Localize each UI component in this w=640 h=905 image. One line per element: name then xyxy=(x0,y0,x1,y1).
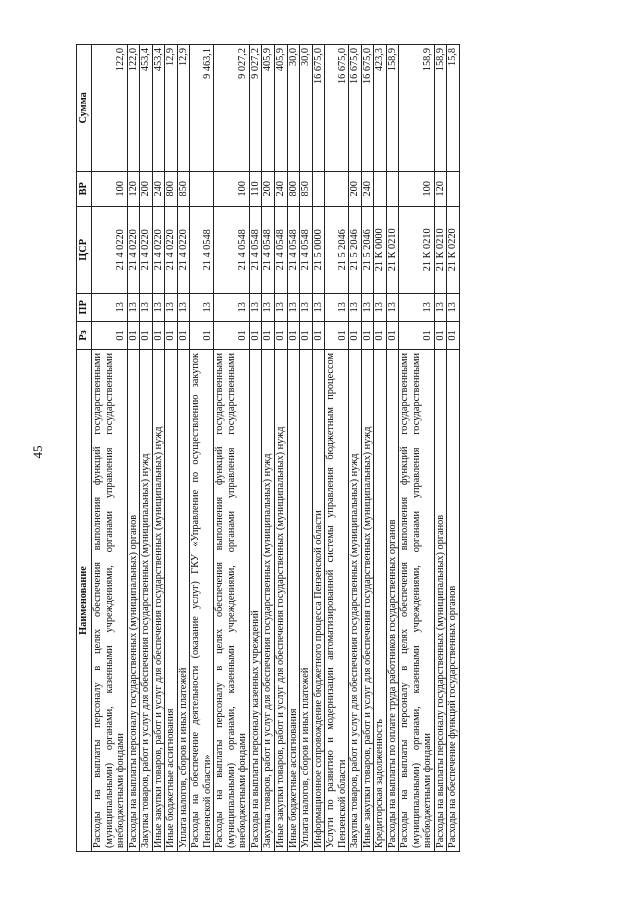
table-row xyxy=(300,45,313,852)
table-row xyxy=(434,45,447,852)
header-pr: ПР xyxy=(77,293,92,321)
table-row xyxy=(312,45,325,852)
cell-sum: 122,0 xyxy=(92,45,128,172)
cell-csr: 21 4 0548 xyxy=(287,206,300,293)
table-row xyxy=(165,45,178,852)
cell-name: Информационное сопровождение бюджетного процесса Пензенской области xyxy=(312,349,325,851)
cell-sum: 158,9 xyxy=(434,45,447,172)
cell-pr: 13 xyxy=(312,293,325,321)
cell-pr: 13 xyxy=(165,293,178,321)
cell-rz: 01 xyxy=(127,321,140,349)
cell-pr: 13 xyxy=(300,293,313,321)
cell-name: Расходы на выплаты персоналу казенных учреждений xyxy=(249,349,262,851)
cell-vr: 240 xyxy=(152,171,165,206)
cell-rz: 01 xyxy=(312,321,325,349)
cell-rz: 01 xyxy=(300,321,313,349)
cell-csr: 21 5 2046 xyxy=(325,206,349,293)
cell-rz: 01 xyxy=(262,321,275,349)
table-row xyxy=(190,45,214,852)
cell-sum: 405,9 xyxy=(274,45,287,172)
cell-name: Иные бюджетные ассигнования xyxy=(165,349,178,851)
cell-vr xyxy=(190,171,214,206)
cell-sum: 158,9 xyxy=(386,45,399,172)
cell-sum: 122,0 xyxy=(127,45,140,172)
table-row xyxy=(287,45,300,852)
header-vr: ВР xyxy=(77,171,92,206)
table-row xyxy=(140,45,153,852)
cell-vr xyxy=(386,171,399,206)
cell-name: Кредиторская задолженность xyxy=(374,349,387,851)
cell-vr: 100 xyxy=(92,171,128,206)
cell-name: Расходы на выплаты персоналу государственных (муниципальных) органов xyxy=(434,349,447,851)
cell-pr: 13 xyxy=(249,293,262,321)
cell-name: Расходы на выплаты персоналу государственных (муниципальных) органов xyxy=(127,349,140,851)
cell-csr: 21 4 0220 xyxy=(165,206,178,293)
cell-rz: 01 xyxy=(274,321,287,349)
cell-sum: 9 027,2 xyxy=(214,45,250,172)
cell-csr: 21 5 2046 xyxy=(361,206,374,293)
cell-csr: 21 К 0220 xyxy=(447,206,460,293)
cell-csr: 21 К 0210 xyxy=(434,206,447,293)
cell-rz: 01 xyxy=(287,321,300,349)
cell-rz: 01 xyxy=(434,321,447,349)
cell-csr: 21 4 0548 xyxy=(262,206,275,293)
table-row xyxy=(249,45,262,852)
cell-sum: 16 675,0 xyxy=(312,45,325,172)
cell-sum: 453,4 xyxy=(140,45,153,172)
cell-rz: 01 xyxy=(140,321,153,349)
cell-name: Иные закупки товаров, работ и услуг для обеспечения государственных (муниципальных) нужд xyxy=(152,349,165,851)
cell-pr: 13 xyxy=(190,293,214,321)
cell-rz: 01 xyxy=(190,321,214,349)
cell-sum: 15,8 xyxy=(447,45,460,172)
cell-pr: 13 xyxy=(325,293,349,321)
cell-rz: 01 xyxy=(399,321,435,349)
cell-vr: 200 xyxy=(262,171,275,206)
header-name: Наименование xyxy=(77,349,92,851)
cell-rz: 01 xyxy=(165,321,178,349)
cell-vr: 800 xyxy=(287,171,300,206)
cell-rz: 01 xyxy=(214,321,250,349)
cell-vr: 800 xyxy=(165,171,178,206)
cell-vr: 240 xyxy=(361,171,374,206)
cell-rz: 01 xyxy=(92,321,128,349)
cell-pr: 13 xyxy=(386,293,399,321)
cell-name: Закупка товаров, работ и услуг для обеспечения государственных (муниципальных) нужд xyxy=(349,349,362,851)
cell-name: Уплата налогов, сборов и иных платежей xyxy=(177,349,190,851)
cell-vr: 100 xyxy=(399,171,435,206)
cell-sum: 423,3 xyxy=(374,45,387,172)
table-row xyxy=(374,45,387,852)
cell-vr xyxy=(447,171,460,206)
cell-pr: 13 xyxy=(434,293,447,321)
cell-pr: 13 xyxy=(92,293,128,321)
cell-vr: 200 xyxy=(140,171,153,206)
table-row xyxy=(262,45,275,852)
table-row xyxy=(361,45,374,852)
cell-pr: 13 xyxy=(177,293,190,321)
cell-sum: 16 675,0 xyxy=(361,45,374,172)
cell-vr: 110 xyxy=(249,171,262,206)
table-row xyxy=(274,45,287,852)
cell-vr: 100 xyxy=(214,171,250,206)
cell-csr: 21 4 0548 xyxy=(214,206,250,293)
cell-vr: 120 xyxy=(127,171,140,206)
cell-rz: 01 xyxy=(177,321,190,349)
cell-pr: 13 xyxy=(287,293,300,321)
table-header-row xyxy=(77,45,92,852)
page-number: 45 xyxy=(30,445,45,459)
cell-name: Расходы на выплаты персоналу в целях обеспечения выполнения функций государственными (муниципальными) органами, казенными учреждениями, органами управления государственными внебюджетными фондами xyxy=(399,349,435,851)
cell-name: Иные бюджетные ассигнования xyxy=(287,349,300,851)
cell-sum: 9 463,1 xyxy=(190,45,214,172)
cell-sum: 9 027,2 xyxy=(249,45,262,172)
cell-rz: 01 xyxy=(349,321,362,349)
cell-pr: 13 xyxy=(152,293,165,321)
cell-rz: 01 xyxy=(447,321,460,349)
cell-csr: 21 4 0220 xyxy=(92,206,128,293)
cell-csr: 21 4 0220 xyxy=(152,206,165,293)
cell-csr: 21 4 0548 xyxy=(300,206,313,293)
cell-csr: 21 4 0220 xyxy=(127,206,140,293)
table-row xyxy=(447,45,460,852)
cell-rz: 01 xyxy=(361,321,374,349)
cell-rz: 01 xyxy=(249,321,262,349)
header-sum: Сумма xyxy=(77,45,92,172)
cell-pr: 13 xyxy=(447,293,460,321)
cell-sum: 30,0 xyxy=(287,45,300,172)
cell-rz: 01 xyxy=(386,321,399,349)
cell-vr: 200 xyxy=(349,171,362,206)
budget-table xyxy=(76,44,460,852)
cell-csr: 21 К 0000 xyxy=(374,206,387,293)
cell-pr: 13 xyxy=(399,293,435,321)
cell-csr: 21 4 0220 xyxy=(140,206,153,293)
cell-pr: 13 xyxy=(262,293,275,321)
cell-csr: 21 4 0548 xyxy=(274,206,287,293)
table-row xyxy=(325,45,349,852)
cell-sum: 30,0 xyxy=(300,45,313,172)
cell-name: Услуги по развитию и модернизации автоматизированной системы управления бюджетным процессом Пензенской области xyxy=(325,349,349,851)
cell-vr: 850 xyxy=(177,171,190,206)
cell-vr: 120 xyxy=(434,171,447,206)
cell-pr: 13 xyxy=(214,293,250,321)
cell-name: Иные закупки товаров, работ и услуг для обеспечения государственных (муниципальных) нужд xyxy=(274,349,287,851)
cell-name: Расходы на выплаты по оплате труда работников государственных органов xyxy=(386,349,399,851)
cell-csr: 21 4 0548 xyxy=(249,206,262,293)
cell-name: Расходы на обеспечение функций государственных органов xyxy=(447,349,460,851)
cell-rz: 01 xyxy=(152,321,165,349)
cell-sum: 158,9 xyxy=(399,45,435,172)
cell-name: Расходы на обеспечение деятельности (оказание услуг) ГКУ «Управление по осуществлению закупок Пензенской области» xyxy=(190,349,214,851)
cell-sum: 405,9 xyxy=(262,45,275,172)
table-row xyxy=(127,45,140,852)
cell-sum: 12,9 xyxy=(177,45,190,172)
budget-table-container xyxy=(76,44,564,852)
cell-csr: 21 4 0548 xyxy=(190,206,214,293)
cell-pr: 13 xyxy=(361,293,374,321)
cell-name: Иные закупки товаров, работ и услуг для обеспечения государственных (муниципальных) нужд xyxy=(361,349,374,851)
table-row xyxy=(177,45,190,852)
cell-sum: 12,9 xyxy=(165,45,178,172)
cell-sum: 453,4 xyxy=(152,45,165,172)
cell-rz: 01 xyxy=(374,321,387,349)
cell-csr: 21 К 0210 xyxy=(399,206,435,293)
cell-sum: 16 675,0 xyxy=(349,45,362,172)
cell-vr: 850 xyxy=(300,171,313,206)
cell-pr: 13 xyxy=(274,293,287,321)
cell-name: Уплата налогов, сборов и иных платежей xyxy=(300,349,313,851)
cell-vr xyxy=(325,171,349,206)
table-row xyxy=(214,45,250,852)
cell-vr: 240 xyxy=(274,171,287,206)
cell-vr xyxy=(374,171,387,206)
cell-csr: 21 4 0220 xyxy=(177,206,190,293)
cell-pr: 13 xyxy=(127,293,140,321)
table-body xyxy=(92,45,460,852)
cell-pr: 13 xyxy=(374,293,387,321)
cell-name: Расходы на выплаты персоналу в целях обеспечения выполнения функций государственными (муниципальными) органами, казенными учреждениями, органами управления государственными внебюджетными фондами xyxy=(92,349,128,851)
cell-name: Закупка товаров, работ и услуг для обеспечения государственных (муниципальных) нужд xyxy=(140,349,153,851)
cell-name: Расходы на выплаты персоналу в целях обеспечения выполнения функций государственными (муниципальными) органами, казенными учреждениями, органами управления государственными внебюджетными фондами xyxy=(214,349,250,851)
table-row xyxy=(152,45,165,852)
cell-csr: 21 5 2046 xyxy=(349,206,362,293)
cell-csr: 21 К 0210 xyxy=(386,206,399,293)
cell-name: Закупка товаров, работ и услуг для обеспечения государственных (муниципальных) нужд xyxy=(262,349,275,851)
table-row xyxy=(399,45,435,852)
cell-pr: 13 xyxy=(349,293,362,321)
cell-pr: 13 xyxy=(140,293,153,321)
header-csr: ЦСР xyxy=(77,206,92,293)
table-row xyxy=(349,45,362,852)
cell-csr: 21 5 0000 xyxy=(312,206,325,293)
cell-vr xyxy=(312,171,325,206)
cell-rz: 01 xyxy=(325,321,349,349)
table-row xyxy=(92,45,128,852)
cell-sum: 16 675,0 xyxy=(325,45,349,172)
table-row xyxy=(386,45,399,852)
header-rz: Рз xyxy=(77,321,92,349)
